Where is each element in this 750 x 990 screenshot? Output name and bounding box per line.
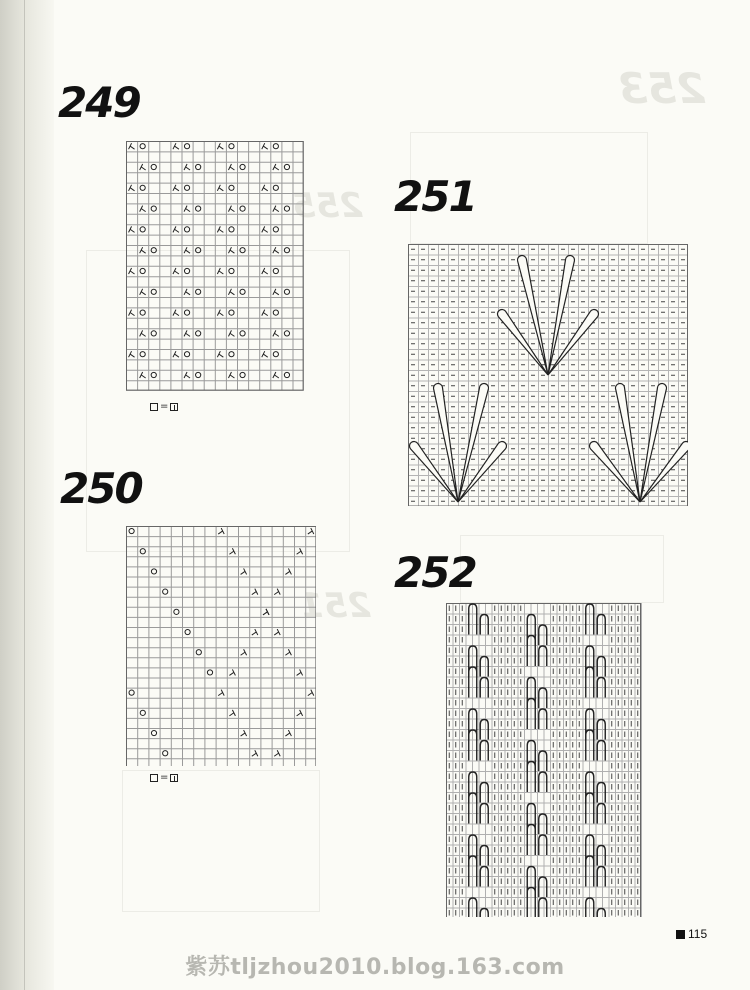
chart-251-grid — [408, 244, 688, 506]
yarn-over-symbol — [184, 310, 189, 315]
right-decrease-symbol — [218, 690, 224, 696]
left-decrease-symbol — [129, 185, 135, 191]
left-decrease-symbol — [228, 372, 234, 378]
yarn-over-symbol — [196, 331, 201, 336]
yarn-over-symbol — [184, 185, 189, 190]
knit-stitch-symbol — [170, 403, 178, 411]
right-decrease-symbol — [252, 750, 258, 756]
book-spine-shadow — [0, 0, 54, 990]
right-decrease-symbol — [297, 710, 303, 716]
yarn-over-symbol — [207, 670, 212, 675]
left-decrease-symbol — [184, 247, 190, 253]
left-decrease-symbol — [273, 372, 279, 378]
yarn-over-symbol — [229, 352, 234, 357]
yarn-over-symbol — [240, 206, 245, 211]
left-decrease-symbol — [273, 247, 279, 253]
yarn-over-symbol — [151, 248, 156, 253]
left-decrease-symbol — [129, 268, 135, 274]
left-decrease-symbol — [262, 310, 268, 316]
page-marker-square — [676, 930, 685, 939]
slip-stitch-loop — [597, 909, 605, 918]
left-decrease-symbol — [140, 330, 146, 336]
yarn-over-symbol — [151, 569, 156, 574]
right-decrease-symbol — [252, 589, 258, 595]
yarn-over-symbol — [174, 609, 179, 614]
knit-stitch-symbol — [170, 774, 178, 782]
yarn-over-symbol — [151, 164, 156, 169]
right-decrease-symbol — [285, 568, 291, 574]
right-decrease-symbol — [297, 669, 303, 675]
page-number — [676, 927, 707, 941]
yarn-over-symbol — [273, 352, 278, 357]
yarn-over-symbol — [129, 690, 134, 695]
yarn-over-symbol — [229, 144, 234, 149]
yarn-over-symbol — [196, 650, 201, 655]
yarn-over-symbol — [140, 352, 145, 357]
yarn-over-symbol — [229, 310, 234, 315]
chart-250-grid — [126, 526, 316, 766]
left-decrease-symbol — [173, 351, 179, 357]
chart-252-grid — [446, 603, 642, 917]
bleed-through-grid — [460, 535, 664, 603]
pattern-number-251: 251 — [394, 172, 476, 221]
left-decrease-symbol — [217, 185, 223, 191]
right-decrease-symbol — [229, 669, 235, 675]
left-decrease-symbol — [217, 268, 223, 274]
yarn-over-symbol — [273, 144, 278, 149]
yarn-over-symbol — [163, 751, 168, 756]
right-decrease-symbol — [263, 609, 269, 615]
left-decrease-symbol — [140, 206, 146, 212]
grid-border — [127, 527, 316, 767]
left-decrease-symbol — [262, 268, 268, 274]
yarn-over-symbol — [151, 331, 156, 336]
yarn-over-symbol — [196, 372, 201, 377]
yarn-over-symbol — [240, 164, 245, 169]
left-decrease-symbol — [184, 289, 190, 295]
yarn-over-symbol — [140, 144, 145, 149]
yarn-over-symbol — [240, 248, 245, 253]
yarn-over-symbol — [240, 289, 245, 294]
right-decrease-symbol — [308, 528, 314, 534]
knitting-chart-251 — [408, 244, 688, 506]
legend-equals: = — [160, 772, 169, 783]
right-decrease-symbol — [241, 568, 247, 574]
right-decrease-symbol — [297, 548, 303, 554]
yarn-over-symbol — [196, 206, 201, 211]
right-decrease-symbol — [285, 649, 291, 655]
right-decrease-symbol — [241, 730, 247, 736]
pattern-number-249: 249 — [58, 78, 140, 127]
yarn-over-symbol — [196, 248, 201, 253]
page-number-text: 115 — [688, 927, 708, 941]
yarn-over-symbol — [140, 710, 145, 715]
left-decrease-symbol — [273, 330, 279, 336]
right-decrease-symbol — [274, 629, 280, 635]
left-decrease-symbol — [173, 226, 179, 232]
right-decrease-symbol — [274, 750, 280, 756]
right-decrease-symbol — [252, 629, 258, 635]
left-decrease-symbol — [228, 206, 234, 212]
bleed-through-grid — [122, 770, 320, 912]
left-decrease-symbol — [184, 164, 190, 170]
yarn-over-symbol — [196, 289, 201, 294]
yarn-over-symbol — [229, 185, 234, 190]
left-decrease-symbol — [217, 143, 223, 149]
yarn-over-symbol — [196, 164, 201, 169]
left-decrease-symbol — [140, 164, 146, 170]
pattern-number-252: 252 — [394, 548, 476, 597]
yarn-over-symbol — [151, 289, 156, 294]
slip-stitch-loop — [480, 909, 488, 918]
yarn-over-symbol — [140, 227, 145, 232]
left-decrease-symbol — [140, 247, 146, 253]
knitting-chart-249 — [126, 141, 304, 391]
book-spine-edge — [24, 0, 25, 990]
yarn-over-symbol — [140, 310, 145, 315]
bleed-through-number: 251 — [300, 586, 371, 626]
yarn-over-symbol — [284, 331, 289, 336]
left-decrease-symbol — [228, 330, 234, 336]
pattern-number-250: 250 — [60, 464, 142, 513]
yarn-over-symbol — [140, 185, 145, 190]
bleed-through-number: 255 — [292, 186, 363, 226]
left-decrease-symbol — [173, 185, 179, 191]
yarn-over-symbol — [151, 206, 156, 211]
yarn-over-symbol — [229, 227, 234, 232]
left-decrease-symbol — [173, 268, 179, 274]
legend-equals: = — [160, 401, 169, 412]
left-decrease-symbol — [262, 226, 268, 232]
left-decrease-symbol — [217, 310, 223, 316]
yarn-over-symbol — [240, 372, 245, 377]
right-decrease-symbol — [285, 730, 291, 736]
left-decrease-symbol — [129, 310, 135, 316]
yarn-over-symbol — [184, 352, 189, 357]
left-decrease-symbol — [228, 164, 234, 170]
blank-cell-symbol — [150, 403, 158, 411]
left-decrease-symbol — [228, 247, 234, 253]
yarn-over-symbol — [129, 528, 134, 533]
left-decrease-symbol — [273, 289, 279, 295]
left-decrease-symbol — [173, 143, 179, 149]
right-decrease-symbol — [229, 710, 235, 716]
right-decrease-symbol — [229, 548, 235, 554]
yarn-over-symbol — [273, 310, 278, 315]
left-decrease-symbol — [273, 206, 279, 212]
bleed-through-number: 253 — [618, 64, 706, 113]
left-decrease-symbol — [140, 372, 146, 378]
left-decrease-symbol — [129, 226, 135, 232]
blank-cell-symbol — [150, 774, 158, 782]
left-decrease-symbol — [262, 185, 268, 191]
legend-250 — [150, 772, 178, 783]
elongated-stitch-fan — [410, 384, 507, 503]
legend-249 — [150, 401, 178, 412]
left-decrease-symbol — [140, 289, 146, 295]
knitting-chart-252 — [446, 603, 642, 917]
yarn-over-symbol — [184, 268, 189, 273]
yarn-over-symbol — [151, 372, 156, 377]
yarn-over-symbol — [273, 227, 278, 232]
left-decrease-symbol — [217, 226, 223, 232]
yarn-over-symbol — [240, 331, 245, 336]
yarn-over-symbol — [284, 206, 289, 211]
right-decrease-symbol — [308, 690, 314, 696]
yarn-over-symbol — [185, 629, 190, 634]
yarn-over-symbol — [284, 248, 289, 253]
yarn-over-symbol — [140, 268, 145, 273]
right-decrease-symbol — [241, 649, 247, 655]
yarn-over-symbol — [273, 268, 278, 273]
yarn-over-symbol — [284, 372, 289, 377]
left-decrease-symbol — [129, 143, 135, 149]
chart-249-grid — [126, 141, 304, 391]
left-decrease-symbol — [262, 351, 268, 357]
yarn-over-symbol — [163, 589, 168, 594]
left-decrease-symbol — [184, 206, 190, 212]
yarn-over-symbol — [229, 268, 234, 273]
yarn-over-symbol — [140, 549, 145, 554]
yarn-over-symbol — [284, 164, 289, 169]
right-decrease-symbol — [218, 528, 224, 534]
yarn-over-symbol — [273, 185, 278, 190]
blog-watermark: 紫苏tljzhou2010.blog.163.com — [185, 955, 565, 980]
left-decrease-symbol — [262, 143, 268, 149]
left-decrease-symbol — [184, 372, 190, 378]
left-decrease-symbol — [228, 289, 234, 295]
left-decrease-symbol — [129, 351, 135, 357]
left-decrease-symbol — [184, 330, 190, 336]
knitting-chart-250 — [126, 526, 316, 766]
left-decrease-symbol — [173, 310, 179, 316]
yarn-over-symbol — [184, 144, 189, 149]
right-decrease-symbol — [274, 589, 280, 595]
left-decrease-symbol — [273, 164, 279, 170]
yarn-over-symbol — [151, 730, 156, 735]
yarn-over-symbol — [184, 227, 189, 232]
left-decrease-symbol — [217, 351, 223, 357]
grid-lines — [126, 141, 304, 391]
yarn-over-symbol — [284, 289, 289, 294]
